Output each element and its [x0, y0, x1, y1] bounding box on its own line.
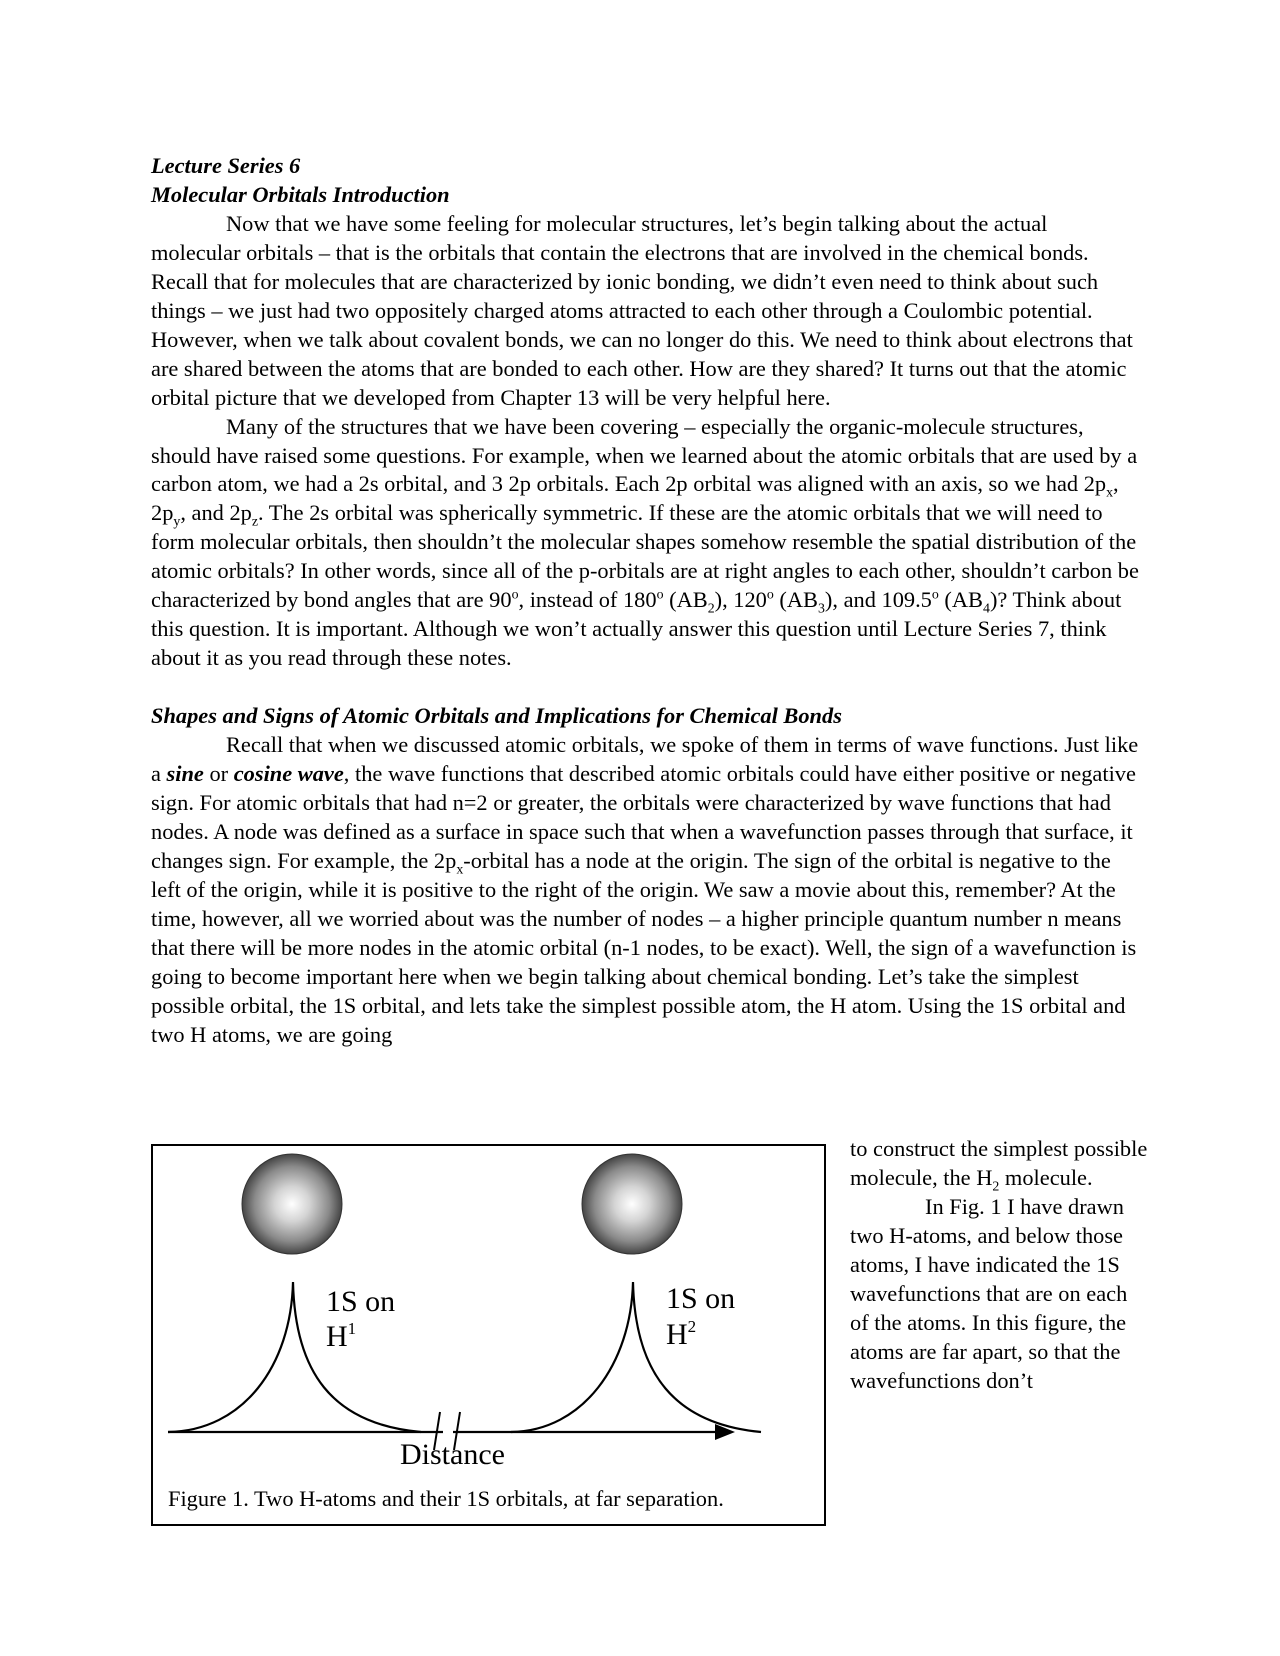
page-body	[151, 152, 1141, 1050]
intro-paragraph-1: Now that we have some feeling for molecular structures, let’s begin talking about the actual molecular orbitals – that is the orbitals that contain the electrons that are involved in the chemical bonds. Recall that for molecules that are characterized by ionic bonding, we didn’t even need to think about such things – we just had two oppositely charged atoms attracted to each other through a Coulombic potential. However, when we talk about covalent bonds, we can no longer do this. We need to think about electrons that are shared between the atoms that are bonded to each other. How are they shared? It turns out that the atomic orbital picture that we developed from Chapter 13 will be very helpful here.	[151, 210, 1133, 410]
distance-axis-label: Distance	[400, 1438, 505, 1471]
orbital-2-label-line-2: $H^2$	[666, 1317, 697, 1351]
h-atom-2	[582, 1154, 682, 1254]
sine-term: sine	[166, 761, 204, 786]
orbital-1-label-line-2: $H^1$	[326, 1319, 357, 1353]
side-paragraph-2: In Fig. 1 I have drawn two H-atoms, and below those atoms, I have indicated the 1S wavefunctions that are on each of the atoms. In this figure, the atoms are far apart, so that the wavefunctions don’t	[850, 1193, 1128, 1393]
paragraph-spacer	[151, 673, 1141, 702]
orbital-2-label-line-1: 1S on	[666, 1282, 736, 1315]
intro-paragraph-2: Many of the structures that we have been covering – especially the organic-molecule structures, should have raised some questions. For example, when we learned about the atomic orbitals that are used by a carbon atom, we had a 2s orbital, and 3 2p orbitals. Each 2p orbital was aligned with an axis, so we had $2p_x$, $2p_y$, and $2p_z$. The 2s orbital was spherically symmetric. If these are the atomic orbitals that we will need to form molecular orbitals, then shouldn’t the molecular shapes somehow resemble the spatial distribution of the atomic orbitals? In other words, since all of the p-orbitals are at right angles to each other, shouldn’t carbon be characterized by bond angles that are 90$^o$, instead of 180$^o$ $(AB_2)$, 120$^o$ $(AB_3)$, and 109.5$^o$ $(AB_4)$? Think about this question. It is important. Although we won’t actually answer this question until Lecture Series 7, think about it as you read through these notes.	[151, 413, 1139, 671]
figure-side-text	[850, 1135, 1150, 1396]
lecture-topic-title: Molecular Orbitals Introduction	[151, 181, 450, 207]
section-paragraph: Recall that when we discussed atomic orbitals, we spoke of them in terms of wave functions. Just like a sine or cosine wave, the wave functions that described atomic orbitals could have either positive or negative sign. For atomic orbitals that had n=2 or greater, the orbitals were characterized by wave functions that had nodes. A node was defined as a surface in space such that when a wavefunction passes through that surface, it changes sign. For example, the $2p_x$-orbital has a node at the origin. The sign of the orbital is negative to the left of the origin, while it is positive to the right of the origin. We saw a movie about this, remember? At the time, however, all we worried about was the number of nodes – a higher principle quantum number n means that there will be more nodes in the atomic orbital (n-1 nodes, to be exact). Well, the sign of a wavefunction is going to become important here when we begin talking about chemical bonding. Let’s take the simplest possible orbital, the 1S orbital, and lets take the simplest possible atom, the H atom. Using the 1S orbital and two H atoms, we are going	[151, 732, 1139, 1047]
h-atom-1	[242, 1154, 342, 1254]
cosine-term: cosine wave	[233, 761, 344, 786]
lecture-series-title: Lecture Series 6	[151, 153, 301, 178]
figure-caption: Figure 1. Two H-atoms and their 1S orbitals, at far separation.	[168, 1486, 724, 1511]
section-heading: Shapes and Signs of Atomic Orbitals and Implications for Chemical Bonds	[151, 703, 842, 729]
figure-1	[151, 1144, 826, 1526]
side-paragraph-1: to construct the simplest possible molecule, the $H_2$ molecule.	[850, 1136, 1148, 1195]
figure-1-drawing	[153, 1146, 828, 1528]
orbital-1-label-line-1: 1S on	[326, 1285, 396, 1318]
